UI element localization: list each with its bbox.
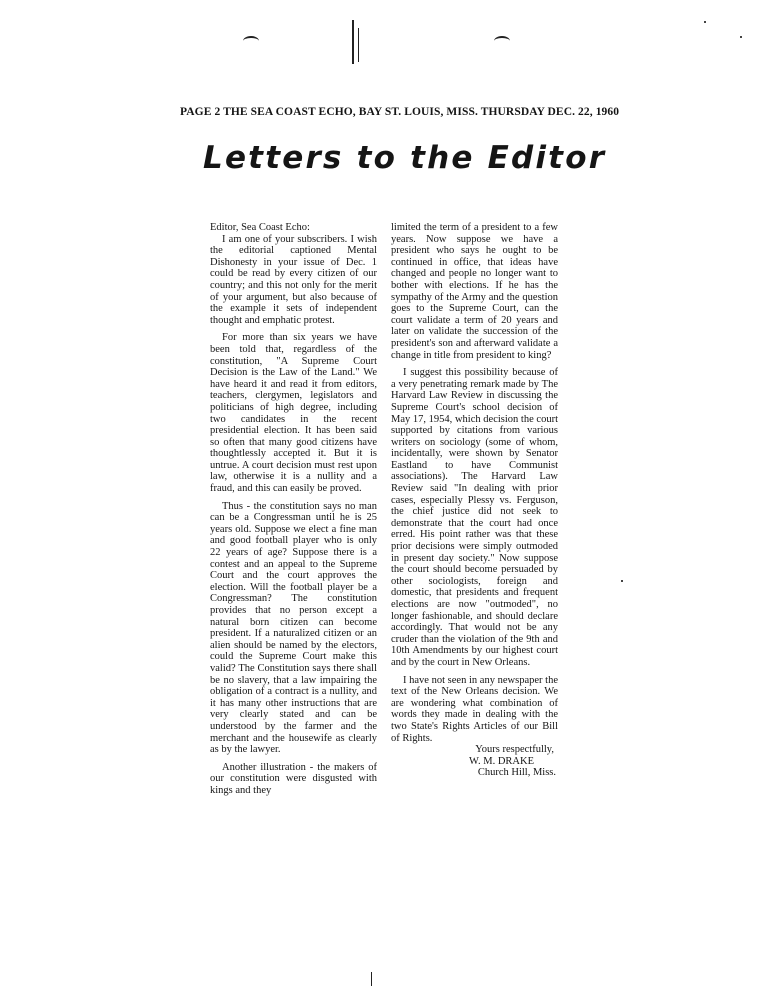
paragraph: I suggest this possibility because of a very penetrating remark made by The Harvard Law Review in discussing the Supreme Court's school decision of May 17, 1954, which decision the court supported by citations from various writers on sociology (some of whom, incidentally, were shown by Senator Eastland to have Communist associations). The Harvard Law Review said "In dealing with prior cases, especially Plessy vs. Ferguson, the chief justice did not seek to demonstrate that the court had once erred. His point rather was that these prior decisions were simply outmoded in present day society." Now suppose the court should become persuaded by other sociologists, foreign and domestic, that presidents and frequent elections are now "outmoded", no longer fashionable, and should declare accordingly. That would not be any cruder than the violation of the 9th and 10th Amendments by our highest court and by the court in New Orleans. [391,367,558,668]
scan-speck [621,580,623,582]
salutation: Editor, Sea Coast Echo: [210,222,310,233]
paragraph: Thus - the constitution says no man can be a Congressman until he is 25 years old. Suppose we elect a fine man and good football player who is only 22 years of age? Suppose there is a contest and an appeal to the Supreme Court and the court approves the election. Will the football player be a Congressman? The constitution provides that no person except a natural born citizen can become president. If a naturalized citizen or an alien should be named by the electors, could the Supreme Court make this valid? The Constitution says there shall be no slavery, that a law impairing the obligation of a contract is a nullity, and it has many other instructions that are very clearly stated and can be understood by the farmer and the merchant and the housewife as clearly as by the lawyer. [210,500,377,756]
signature-place: Church Hill, Miss. [477,767,556,779]
signature-name: W. M. DRAKE [469,755,534,767]
scan-mark-center-2 [358,28,359,62]
paragraph: I am one of your subscribers. I wish the editorial captioned Mental Dishonesty in your issue of Dec. 1 could be read by every citizen of our country; and this not only for the merit of your argument, but also because of the example it sets of independent thought and emphatic protest. [210,233,377,326]
page-header: PAGE 2 THE SEA COAST ECHO, BAY ST. LOUIS, MISS. THURSDAY DEC. 22, 1960 [180,106,620,118]
scan-speck [704,21,706,23]
scan-mark-left [243,36,259,46]
page-title: Letters to the Editor [203,140,607,176]
scan-mark-right [494,36,510,46]
paragraph: I have not seen in any newspaper the text of the New Orleans decision. We are wondering what combination of words they made in dealing with the two State's Rights Articles of our Bill of Rights. [391,674,558,744]
scan-mark-center [352,20,354,64]
paragraph: Another illustration - the makers of our constitution were disgusted with kings and they [210,761,377,796]
letter-column-left [210,222,377,803]
letter-closing: Yours respectfully, [475,744,554,756]
scan-mark-bottom [371,972,372,986]
paragraph: For more than six years we have been told that, regardless of the constitution, "A Supreme Court Decision is the Law of the Land." We have heard it and read it from editors, teachers, clergymen, legislators and politicians of high degree, including two candidates in the recent presidential election. It has been said so often that many good citizens have thoughtlessly accepted it. But it is untrue. A court decision must rest upon law, otherwise it is a nullity and a fraud, and this can easily be proved. [210,332,377,495]
paragraph-continued: limited the term of a president to a few years. Now suppose we have a president who says he ought to be continued in office, that ideas have changed and people no longer want to bother with elections. If he has the sympathy of the Army and the question goes to the Supreme Court, can the court validate a term of 20 years and later on validate the succession of the president's son and afterward validate a change in title from president to king? [391,222,558,361]
letter-column-right [391,222,558,779]
scan-speck [740,36,742,38]
